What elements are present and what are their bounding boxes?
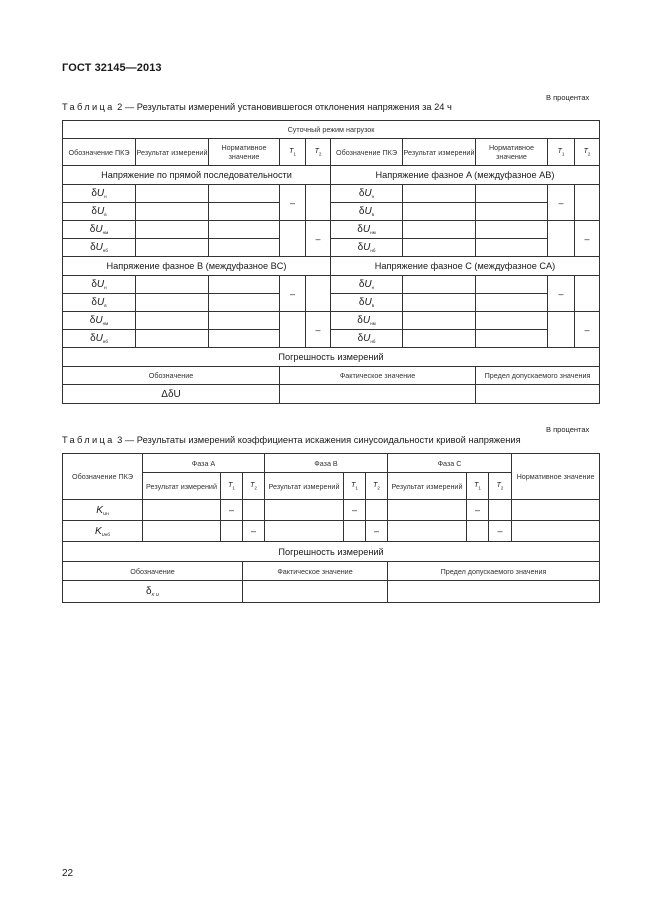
dash-cell: – [280, 185, 306, 221]
col-result: Результат измерений [403, 139, 476, 166]
value-cell [388, 581, 600, 603]
value-cell [209, 239, 280, 257]
value-cell [403, 312, 476, 330]
value-cell [306, 185, 331, 221]
value-cell [403, 294, 476, 312]
section-phase-c: Напряжение фазное C (междуфазное CA) [331, 257, 600, 276]
value-cell [221, 521, 243, 542]
col-t1: $T_1$ [280, 139, 306, 166]
symbol-cell: $\delta U_{нм}$ [63, 221, 136, 239]
value-cell [209, 221, 280, 239]
value-cell [243, 500, 265, 521]
symbol-cell: $\delta U_н$ [63, 185, 136, 203]
err-symbol: $\delta_{K U}$ [63, 581, 243, 603]
table2-caption-number: 2 [117, 102, 123, 112]
dash-cell: – [306, 221, 331, 257]
dash-cell: – [344, 500, 366, 521]
value-cell [143, 521, 221, 542]
col-t2: $T_2$ [366, 473, 388, 500]
symbol-cell: $\delta U_в$ [331, 203, 403, 221]
table3-caption-title: — Результаты измерений коэффициента искажения синусоидальности кривой напряжения [124, 435, 521, 445]
value-cell [476, 276, 548, 294]
value-cell [243, 581, 388, 603]
value-cell [265, 500, 344, 521]
value-cell [476, 221, 548, 239]
err-col-limit: Предел допускаемого значения [476, 367, 600, 385]
dash-cell: – [306, 312, 331, 348]
symbol-cell: $\delta U_{нм}$ [331, 221, 403, 239]
symbol-cell: $\delta U_в$ [63, 294, 136, 312]
table2-caption-prefix: Таблица [62, 102, 115, 112]
error-title: Погрешность измерений [63, 542, 600, 562]
value-cell [403, 185, 476, 203]
value-cell [209, 276, 280, 294]
value-cell [136, 330, 209, 348]
col-normative: Нормативное значение [476, 139, 548, 166]
phase-c-header: Фаза C [388, 454, 512, 473]
col-normative: Нормативное значение [512, 454, 600, 500]
value-cell [548, 312, 575, 348]
value-cell [209, 203, 280, 221]
value-cell [209, 312, 280, 330]
value-cell [136, 294, 209, 312]
value-cell [136, 276, 209, 294]
col-result: Результат измерений [388, 473, 467, 500]
symbol-cell: $\delta U_{нб}$ [331, 330, 403, 348]
dash-cell: – [243, 521, 265, 542]
value-cell [280, 312, 306, 348]
value-cell [280, 221, 306, 257]
value-cell [403, 276, 476, 294]
value-cell [388, 500, 467, 521]
dash-cell: – [548, 276, 575, 312]
section-phase-a: Напряжение фазное A (междуфазное AB) [331, 166, 600, 185]
col-normative: Нормативное значение [209, 139, 280, 166]
value-cell [575, 185, 600, 221]
value-cell [403, 221, 476, 239]
mode-header: Суточный режим нагрузок [63, 121, 600, 139]
value-cell [136, 239, 209, 257]
value-cell [575, 276, 600, 312]
dash-cell: – [467, 500, 489, 521]
value-cell [476, 203, 548, 221]
value-cell [136, 221, 209, 239]
table3 [62, 453, 600, 603]
err-col-designation: Обозначение [63, 367, 280, 385]
col-result: Результат измерений [143, 473, 221, 500]
col-designation: Обозначение ПКЭ [63, 454, 143, 500]
err-col-actual: Фактическое значение [280, 367, 476, 385]
symbol-cell: $K_{Uн}$ [63, 500, 143, 521]
value-cell [136, 185, 209, 203]
col-t2: $T_2$ [575, 139, 600, 166]
table3-caption-prefix: Таблица [62, 435, 115, 445]
value-cell [476, 312, 548, 330]
col-designation: Обозначение ПКЭ [63, 139, 136, 166]
dash-cell: – [575, 312, 600, 348]
value-cell [265, 521, 344, 542]
symbol-cell: $\delta U_н$ [331, 185, 403, 203]
value-cell [136, 203, 209, 221]
value-cell [136, 312, 209, 330]
dash-cell: – [548, 185, 575, 221]
dash-cell: – [575, 221, 600, 257]
value-cell [209, 330, 280, 348]
col-t1: $T_1$ [344, 473, 366, 500]
section-phase-b: Напряжение фазное B (междуфазное BC) [63, 257, 331, 276]
table2-caption [62, 102, 452, 112]
value-cell [344, 521, 366, 542]
err-col-limit: Предел допускаемого значения [388, 562, 600, 581]
value-cell [476, 330, 548, 348]
symbol-cell: $\delta U_{нб}$ [331, 239, 403, 257]
value-cell [512, 500, 600, 521]
table3-caption [62, 435, 521, 445]
col-t2: $T_2$ [489, 473, 512, 500]
symbol-cell: $\delta U_{нм}$ [63, 312, 136, 330]
col-t2: $T_2$ [243, 473, 265, 500]
dash-cell: – [221, 500, 243, 521]
value-cell [467, 521, 489, 542]
value-cell [388, 521, 467, 542]
value-cell [403, 239, 476, 257]
error-title: Погрешность измерений [63, 348, 600, 367]
col-t2: $T_2$ [306, 139, 331, 166]
col-result: Результат измерений [136, 139, 209, 166]
value-cell [476, 239, 548, 257]
err-col-actual: Фактическое значение [243, 562, 388, 581]
value-cell [280, 385, 476, 404]
symbol-cell: $\delta U_в$ [63, 203, 136, 221]
err-col-designation: Обозначение [63, 562, 243, 581]
value-cell [476, 294, 548, 312]
symbol-cell: $\delta U_{нб}$ [63, 239, 136, 257]
col-t1: $T_1$ [221, 473, 243, 500]
value-cell [306, 276, 331, 312]
symbol-cell: $\delta U_{нм}$ [331, 312, 403, 330]
dash-cell: – [280, 276, 306, 312]
symbol-cell: $\delta U_в$ [331, 294, 403, 312]
value-cell [476, 385, 600, 404]
phase-a-header: Фаза A [143, 454, 265, 473]
table3-units: В процентах [546, 425, 590, 434]
document-code: ГОСТ 32145—2013 [62, 62, 162, 74]
section-positive-sequence: Напряжение по прямой последовательности [63, 166, 331, 185]
table2-units: В процентах [546, 93, 590, 102]
value-cell [209, 294, 280, 312]
dash-cell: – [366, 521, 388, 542]
value-cell [548, 221, 575, 257]
table2 [62, 120, 600, 404]
table3-caption-number: 3 [117, 435, 123, 445]
err-symbol: ΔδU [63, 385, 280, 404]
value-cell [512, 521, 600, 542]
table2-caption-title: — Результаты измерений установившегося отклонения напряжения за 24 ч [124, 102, 452, 112]
symbol-cell: $\delta U_{нб}$ [63, 330, 136, 348]
symbol-cell: $\delta U_н$ [63, 276, 136, 294]
col-designation: Обозначение ПКЭ [331, 139, 403, 166]
col-result: Результат измерений [265, 473, 344, 500]
col-t1: $T_1$ [467, 473, 489, 500]
symbol-cell: $K_{Uнб}$ [63, 521, 143, 542]
value-cell [143, 500, 221, 521]
page-number: 22 [62, 868, 74, 879]
value-cell [403, 330, 476, 348]
symbol-cell: $\delta U_н$ [331, 276, 403, 294]
value-cell [476, 185, 548, 203]
phase-b-header: Фаза B [265, 454, 388, 473]
dash-cell: – [489, 521, 512, 542]
col-t1: $T_1$ [548, 139, 575, 166]
value-cell [366, 500, 388, 521]
value-cell [403, 203, 476, 221]
value-cell [489, 500, 512, 521]
value-cell [209, 185, 280, 203]
